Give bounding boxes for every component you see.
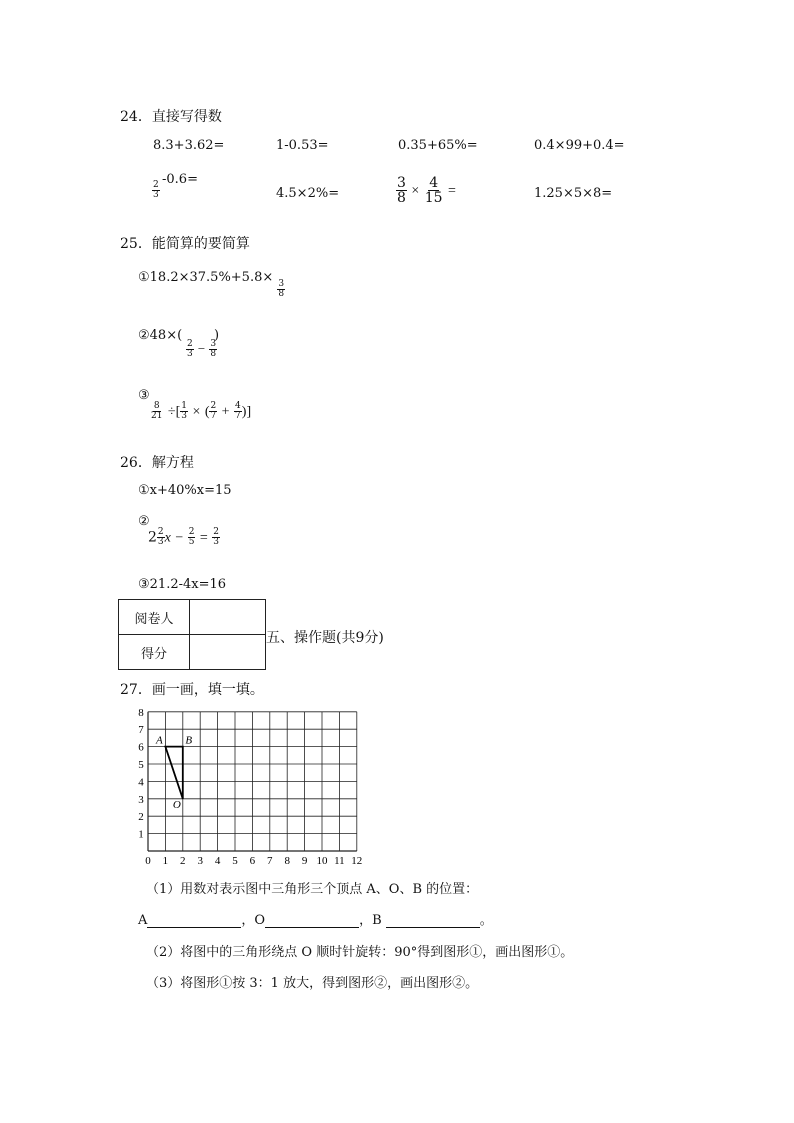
operator: = <box>448 183 456 199</box>
q26-problem-1: ①x+40%x=15 <box>138 483 232 498</box>
fraction-denominator: 3 <box>213 537 219 547</box>
operator: − <box>197 341 206 356</box>
expression-text: ②48×( <box>138 328 183 343</box>
fraction <box>186 340 194 359</box>
expression-text: -0.6= <box>162 172 198 187</box>
fraction-numerator: 3 <box>210 339 217 349</box>
q27-step-1: （1）用数对表示图中三角形三个顶点 A、O、B 的位置： <box>146 882 479 897</box>
complex-expression <box>150 402 251 421</box>
equation <box>148 528 220 547</box>
y-tick-label: 8 <box>138 706 144 719</box>
fraction <box>188 528 196 547</box>
variable: x <box>164 530 171 546</box>
q24-item-8: 1.25×5×8= <box>534 186 613 201</box>
y-tick-label: 5 <box>138 759 144 771</box>
q25-problem-1 <box>138 268 285 299</box>
q27-fill-blanks <box>138 909 493 928</box>
bracket: ] <box>246 404 252 420</box>
q24-item-1: 8.3+3.62= <box>153 138 225 153</box>
fraction-numerator: 3 <box>278 279 285 289</box>
fraction-denominator: 3 <box>181 411 187 421</box>
x-tick-label: 3 <box>197 855 203 866</box>
y-tick-label: 2 <box>138 811 144 824</box>
bracket: ) <box>241 404 247 420</box>
point-label-b: B <box>185 734 193 747</box>
bracket: [ <box>175 404 181 420</box>
fraction-denominator: 21 <box>151 411 163 421</box>
point-b-blank[interactable] <box>386 914 480 928</box>
point-b-label: ，B <box>359 913 382 928</box>
point-o-label: ，O <box>241 913 266 928</box>
score-field[interactable] <box>190 635 266 670</box>
x-tick-label: 6 <box>249 855 256 866</box>
x-tick-label: 2 <box>180 855 186 866</box>
fraction-numerator: 1 <box>181 401 187 411</box>
q24-item-7 <box>396 176 456 205</box>
q24-item-3: 0.35+65%= <box>398 138 478 153</box>
fraction-numerator: 4 <box>429 175 439 191</box>
q24-item-4: 0.4×99+0.4= <box>534 138 625 153</box>
q27-step-3: （3）将图形①按 3：1 放大，得到图形②，画出图形②。 <box>146 976 479 991</box>
q24-item-6: 4.5×2%= <box>276 186 340 201</box>
operator: − <box>175 530 184 546</box>
score-label: 得分 <box>119 635 190 670</box>
q25-problem-2 <box>138 328 258 368</box>
x-tick-label: 0 <box>145 855 151 866</box>
fraction-denominator: 5 <box>188 537 195 547</box>
fraction-numerator: 2 <box>210 401 217 411</box>
fraction <box>424 176 444 205</box>
point-o-blank[interactable] <box>265 914 359 928</box>
q26-title: 26．解方程 <box>120 455 194 471</box>
score-table <box>118 599 266 670</box>
grid-lines <box>148 712 357 851</box>
fraction <box>209 340 217 359</box>
x-tick-label: 12 <box>351 855 363 866</box>
y-tick-label: 4 <box>138 776 144 789</box>
point-label-o: O <box>172 798 181 811</box>
difference-expression <box>186 340 217 359</box>
x-tick-label: 10 <box>316 855 328 866</box>
point-a-label: A <box>138 913 148 928</box>
x-tick-label: 7 <box>267 855 273 866</box>
fraction-denominator: 15 <box>424 190 443 206</box>
fraction <box>150 402 163 421</box>
q25-problem-3 <box>138 388 278 432</box>
fraction-numerator: 2 <box>187 339 193 349</box>
fraction <box>209 402 217 421</box>
operator: ÷ <box>167 404 176 420</box>
fraction-denominator: 8 <box>278 289 285 299</box>
x-axis-ticks <box>145 855 362 866</box>
q24-item-2: 1-0.53= <box>276 138 329 153</box>
fraction <box>152 181 160 200</box>
point-label-a: A <box>156 734 163 747</box>
fraction-numerator: 2 <box>188 527 195 537</box>
fraction-numerator: 4 <box>235 401 241 411</box>
fraction-numerator: 8 <box>153 401 160 411</box>
fraction-numerator: 3 <box>397 175 406 191</box>
coordinate-grid[interactable] <box>130 706 370 866</box>
expression-text: ) <box>214 328 220 343</box>
operator: = <box>199 530 208 546</box>
table-row <box>119 600 266 635</box>
fraction-numerator: 2 <box>213 527 219 537</box>
x-tick-label: 4 <box>214 855 221 866</box>
y-tick-label: 7 <box>138 724 144 737</box>
fraction-numerator: 2 <box>153 180 159 190</box>
section-title: 五、操作题(共9分) <box>266 630 384 646</box>
q26-problem-3: ③21.2-4x=16 <box>138 577 227 592</box>
reviewer-label: 阅卷人 <box>119 600 190 635</box>
bracket: ( <box>204 404 210 420</box>
whole-number: 2 <box>148 529 157 546</box>
q24-title: 24．直接写得数 <box>120 109 222 125</box>
problem-marker: ③ <box>138 388 150 403</box>
fraction-denominator: 8 <box>210 349 217 359</box>
y-axis-ticks <box>138 707 144 841</box>
q26-problem-2 <box>138 514 258 558</box>
operator: + <box>221 404 230 420</box>
fraction <box>234 402 242 421</box>
y-tick-label: 6 <box>138 741 144 754</box>
expression-text: ①18.2×37.5%+5.8× <box>138 270 274 285</box>
y-tick-label: 1 <box>138 828 144 841</box>
fraction-denominator: 3 <box>187 349 193 359</box>
q27-step-2: （2）将图中的三角形绕点 O 顺时针旋转：90°得到图形①，画出图形①。 <box>146 945 574 960</box>
q25-title: 25．能简算的要简算 <box>120 236 250 252</box>
problem-marker: ② <box>138 514 150 529</box>
fraction-denominator: 3 <box>153 190 159 200</box>
x-tick-label: 11 <box>334 855 345 866</box>
x-tick-label: 1 <box>162 855 169 866</box>
fraction-denominator: 7 <box>210 411 217 421</box>
table-row <box>119 635 266 670</box>
operator: × <box>411 183 420 199</box>
operator: × <box>192 404 201 420</box>
fraction-denominator: 7 <box>235 411 241 421</box>
y-tick-label: 3 <box>138 793 144 806</box>
point-a-blank[interactable] <box>147 914 241 928</box>
q27-title: 27．画一画，填一填。 <box>120 682 264 698</box>
fraction <box>396 176 407 205</box>
x-tick-label: 5 <box>232 855 238 866</box>
fraction <box>157 528 165 547</box>
fraction <box>212 528 220 547</box>
fraction-numerator: 2 <box>157 527 164 537</box>
reviewer-field[interactable] <box>190 600 266 635</box>
fraction-denominator: 8 <box>397 190 406 206</box>
fraction-denominator: 3 <box>157 537 164 547</box>
fraction <box>277 280 285 299</box>
triangle-AOB <box>165 747 182 799</box>
period: 。 <box>479 913 493 928</box>
x-tick-label: 9 <box>301 855 308 866</box>
fraction <box>180 402 188 421</box>
x-tick-label: 8 <box>284 855 290 866</box>
triangle-shape <box>165 747 182 799</box>
